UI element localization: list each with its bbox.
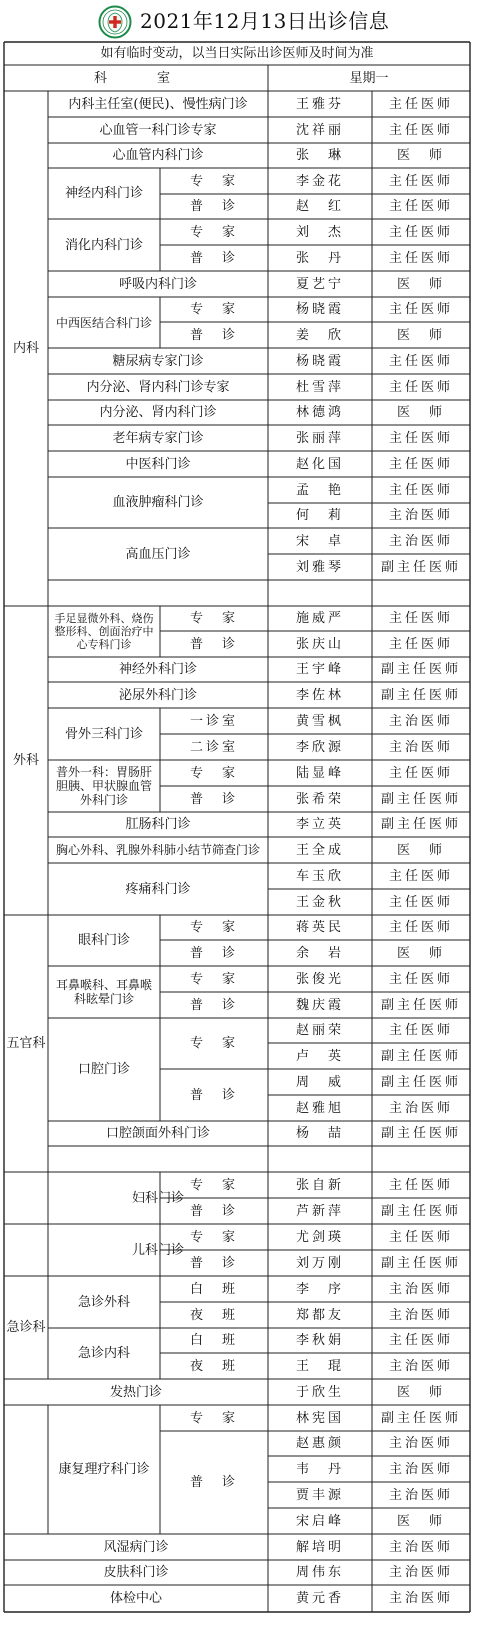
clinic-name: 中医科门诊 bbox=[125, 456, 191, 472]
clinic-subtype: 二诊室 bbox=[189, 739, 238, 755]
doctor-name: 李秋娟 bbox=[295, 1333, 344, 1348]
clinic-name: 胸心外科、乳腺外科肺小结节筛查门诊 bbox=[55, 843, 260, 857]
page-title: 2021年12月13日出诊信息 bbox=[140, 9, 390, 33]
clinic-name: 口腔颌面外科门诊 bbox=[105, 1126, 210, 1141]
doctor-title: 主治医师 bbox=[388, 1281, 453, 1297]
clinic-subtype: 普 诊 bbox=[189, 791, 238, 807]
doctor-name: 李佐林 bbox=[295, 687, 344, 703]
clinic-name: 糖尿病专家门诊 bbox=[112, 353, 204, 369]
clinic-name: 骨外三科门诊 bbox=[64, 726, 143, 742]
doctor-name: 赵惠颜 bbox=[295, 1436, 344, 1451]
clinic-name: 神经外科门诊 bbox=[118, 662, 197, 677]
doctor-title: 主治医师 bbox=[388, 1539, 453, 1555]
doctor-name: 卢 英 bbox=[295, 1048, 344, 1064]
clinic-name: 发热门诊 bbox=[109, 1384, 162, 1400]
doctor-title: 副主任医师 bbox=[380, 687, 461, 703]
clinic-subtype: 专 家 bbox=[189, 611, 238, 626]
doctor-name: 杨 喆 bbox=[295, 1126, 344, 1141]
doctor-title: 副主任医师 bbox=[380, 1048, 461, 1064]
doctor-name: 尤剑瑛 bbox=[295, 1229, 344, 1245]
clinic-name: 神经内科门诊 bbox=[64, 186, 143, 201]
clinic-name: 体检中心 bbox=[109, 1591, 162, 1606]
doctor-title: 主治医师 bbox=[388, 1591, 453, 1606]
doctor-name: 宋启峰 bbox=[295, 1513, 344, 1529]
doctor-title: 主任医师 bbox=[388, 1023, 453, 1038]
doctor-name: 余 岩 bbox=[295, 945, 344, 961]
clinic-subtype: 普 诊 bbox=[189, 1087, 238, 1103]
department-group bbox=[4, 1224, 48, 1276]
doctor-name: 魏庆霞 bbox=[295, 997, 344, 1013]
clinic-subtype: 普 诊 bbox=[189, 1475, 238, 1490]
doctor-name: 孟 艳 bbox=[295, 482, 344, 498]
doctor-title: 主任医师 bbox=[388, 1333, 453, 1348]
department-group: 外科 bbox=[12, 753, 39, 768]
doctor-title: 医 师 bbox=[396, 148, 445, 163]
doctor-title: 副主任医师 bbox=[380, 1255, 461, 1271]
clinic-subtype: 普 诊 bbox=[189, 997, 238, 1013]
doctor-title: 主任医师 bbox=[388, 1177, 453, 1193]
clinic-subtype: 专 家 bbox=[189, 1410, 238, 1426]
doctor-name: 林宪国 bbox=[295, 1410, 344, 1426]
doctor-name: 夏艺宁 bbox=[295, 276, 344, 292]
doctor-title: 副主任医师 bbox=[380, 1203, 461, 1219]
clinic-subtype: 专 家 bbox=[189, 1229, 238, 1245]
doctor-title: 主任医师 bbox=[388, 971, 453, 987]
doctor-name: 刘雅琴 bbox=[295, 559, 344, 575]
doctor-name: 张 琳 bbox=[295, 148, 344, 163]
doctor-name: 沈祥丽 bbox=[295, 122, 344, 138]
doctor-title: 副主任医师 bbox=[380, 559, 461, 575]
clinic-name: 心血管内科门诊 bbox=[112, 148, 204, 163]
doctor-title: 主治医师 bbox=[388, 508, 453, 523]
clinic-subtype: 普 诊 bbox=[189, 1203, 238, 1219]
doctor-name: 张丽萍 bbox=[295, 430, 344, 446]
doctor-name: 王宇峰 bbox=[295, 662, 344, 677]
doctor-title: 主治医师 bbox=[388, 1358, 453, 1374]
clinic-name: 内分泌、肾内科门诊专家 bbox=[86, 379, 230, 395]
clinic-subtype: 专 家 bbox=[189, 1036, 238, 1051]
clinic-subtype: 专 家 bbox=[189, 765, 238, 781]
doctor-title: 主治医师 bbox=[388, 1436, 453, 1451]
clinic-subtype: 普 诊 bbox=[189, 1255, 238, 1271]
clinic-name: 耳鼻喉科、耳鼻喉科眩晕门诊 bbox=[55, 978, 152, 1006]
doctor-name: 何 莉 bbox=[295, 508, 344, 523]
doctor-name: 杨晓霞 bbox=[295, 302, 344, 317]
doctor-title: 主任医师 bbox=[388, 894, 453, 910]
doctor-title: 主任医师 bbox=[388, 1229, 453, 1245]
doctor-name: 赵 红 bbox=[295, 199, 344, 214]
doctor-name: 赵化国 bbox=[295, 456, 344, 472]
doctor-title: 医 师 bbox=[396, 327, 445, 343]
doctor-title: 主治医师 bbox=[388, 1565, 453, 1580]
doctor-name: 黄雪枫 bbox=[295, 713, 344, 729]
doctor-name: 于欣生 bbox=[295, 1384, 344, 1400]
clinic-name: 皮肤科门诊 bbox=[103, 1565, 169, 1580]
doctor-name: 施威严 bbox=[295, 611, 344, 626]
clinic-subtype: 普 诊 bbox=[189, 250, 238, 266]
doctor-name: 王雅芬 bbox=[295, 96, 344, 112]
doctor-name: 周伟东 bbox=[295, 1565, 344, 1580]
doctor-title: 主任医师 bbox=[388, 482, 453, 498]
doctor-name: 周 威 bbox=[295, 1074, 344, 1090]
clinic-name: 心血管一科门诊专家 bbox=[99, 122, 217, 138]
doctor-title: 主任医师 bbox=[388, 611, 453, 626]
doctor-name: 韦 丹 bbox=[295, 1461, 344, 1477]
clinic-subtype: 专 家 bbox=[189, 173, 238, 189]
doctor-title: 副主任医师 bbox=[380, 817, 461, 832]
doctor-name bbox=[268, 1146, 372, 1172]
doctor-name: 刘 杰 bbox=[295, 224, 344, 240]
clinic-subtype: 普 诊 bbox=[189, 327, 238, 343]
doctor-title: 主任医师 bbox=[388, 250, 453, 266]
clinic-subtype: 普 诊 bbox=[189, 636, 238, 652]
clinic-subtype: 专 家 bbox=[189, 302, 238, 317]
department-column-header: 科 室 bbox=[93, 70, 178, 86]
doctor-name: 黄元香 bbox=[295, 1591, 344, 1606]
clinic-name: 呼吸内科门诊 bbox=[118, 276, 197, 292]
clinic-subtype: 专 家 bbox=[189, 971, 238, 987]
clinic-name: 普外一科：胃肠肝胆胰、甲状腺血管外科门诊 bbox=[55, 765, 152, 807]
doctor-title: 副主任医师 bbox=[380, 997, 461, 1013]
doctor-name: 蒋英民 bbox=[295, 920, 344, 935]
doctor-title: 主任医师 bbox=[388, 868, 453, 884]
doctor-name: 杜雪萍 bbox=[295, 379, 344, 395]
clinic-name: 肛肠科门诊 bbox=[125, 817, 191, 832]
doctor-title: 主任医师 bbox=[388, 379, 453, 395]
department-group: 五官科 bbox=[6, 1036, 46, 1051]
clinic-name: 疼痛科门诊 bbox=[125, 881, 191, 897]
clinic-name: 内科主任室(便民)、慢性病门诊 bbox=[68, 96, 248, 112]
department-group bbox=[4, 1405, 48, 1534]
doctor-name: 张庆山 bbox=[295, 636, 344, 652]
department-group: 内科 bbox=[12, 341, 39, 356]
clinic-subtype: 夜 班 bbox=[189, 1307, 238, 1323]
doctor-title: 主任医师 bbox=[388, 224, 453, 240]
notice-text: 如有临时变动，以当日实际出诊医师及时间为准 bbox=[100, 46, 374, 61]
doctor-name: 贾丰源 bbox=[295, 1487, 344, 1503]
doctor-title: 主治医师 bbox=[388, 1307, 453, 1323]
doctor-title: 主治医师 bbox=[388, 713, 453, 729]
doctor-title: 主治医师 bbox=[388, 533, 453, 549]
clinic-name: 口腔门诊 bbox=[77, 1062, 130, 1077]
doctor-name bbox=[268, 580, 372, 606]
doctor-title: 副主任医师 bbox=[380, 1410, 461, 1426]
doctor-title: 主任医师 bbox=[388, 456, 453, 472]
clinic-name: 中西医结合科门诊 bbox=[55, 315, 152, 330]
doctor-title: 医 师 bbox=[396, 405, 445, 420]
doctor-title bbox=[372, 1146, 470, 1172]
doctor-name: 姜 欣 bbox=[295, 327, 344, 343]
doctor-title: 主治医师 bbox=[388, 1100, 453, 1116]
doctor-title bbox=[372, 580, 470, 606]
doctor-title: 副主任医师 bbox=[380, 1074, 461, 1090]
doctor-name: 李欣源 bbox=[295, 739, 344, 755]
doctor-title: 医 师 bbox=[396, 1513, 445, 1529]
doctor-name: 张俊光 bbox=[295, 971, 344, 987]
clinic-subtype: 一诊室 bbox=[189, 713, 238, 729]
clinic-subtype: 专 家 bbox=[189, 224, 238, 240]
clinic-subtype: 普 诊 bbox=[189, 199, 238, 214]
clinic-name: 风湿病门诊 bbox=[103, 1539, 169, 1555]
doctor-title: 主任医师 bbox=[388, 173, 453, 189]
doctor-name: 宋 卓 bbox=[295, 533, 344, 549]
clinic-subtype: 白 班 bbox=[189, 1281, 238, 1297]
doctor-name: 王全成 bbox=[295, 842, 344, 858]
doctor-title: 主治医师 bbox=[388, 739, 453, 755]
doctor-title: 副主任医师 bbox=[380, 662, 461, 677]
doctor-title: 副主任医师 bbox=[380, 791, 461, 807]
doctor-name: 王 琨 bbox=[295, 1358, 344, 1374]
doctor-name: 李 序 bbox=[295, 1281, 344, 1297]
doctor-title: 医 师 bbox=[396, 1384, 445, 1400]
clinic-name: 儿科门诊 bbox=[131, 1242, 184, 1258]
clinic-name: 内分泌、肾内科门诊 bbox=[99, 405, 217, 420]
doctor-name: 李立英 bbox=[295, 817, 344, 832]
doctor-title: 医 师 bbox=[396, 945, 445, 961]
day-column-header: 星期一 bbox=[349, 70, 389, 86]
doctor-name: 张 丹 bbox=[295, 250, 344, 266]
doctor-title: 主治医师 bbox=[388, 1487, 453, 1503]
clinic-name: 高血压门诊 bbox=[125, 546, 191, 562]
clinic-name bbox=[48, 580, 268, 606]
clinic-name: 眼科门诊 bbox=[77, 933, 130, 948]
doctor-name: 郑都友 bbox=[295, 1307, 344, 1323]
doctor-name: 杨晓霞 bbox=[295, 353, 344, 369]
doctor-name: 张自新 bbox=[295, 1177, 344, 1193]
clinic-name: 血液肿瘤科门诊 bbox=[112, 495, 204, 510]
doctor-name: 刘万刚 bbox=[295, 1255, 344, 1271]
clinic-name: 康复理疗科门诊 bbox=[58, 1462, 150, 1477]
doctor-title: 副主任医师 bbox=[380, 1126, 461, 1141]
doctor-title: 主任医师 bbox=[388, 636, 453, 652]
doctor-name: 林德鸿 bbox=[295, 405, 344, 420]
clinic-subtype: 夜 班 bbox=[189, 1358, 238, 1374]
doctor-title: 医 师 bbox=[396, 842, 445, 858]
clinic-subtype: 专 家 bbox=[189, 1177, 238, 1193]
doctor-name: 解培明 bbox=[295, 1539, 344, 1555]
clinic-subtype: 普 诊 bbox=[189, 945, 238, 961]
clinic-name bbox=[48, 1146, 268, 1172]
doctor-title: 主任医师 bbox=[388, 302, 453, 317]
doctor-name: 赵雅旭 bbox=[295, 1100, 344, 1116]
clinic-subtype: 白 班 bbox=[189, 1333, 238, 1348]
doctor-title: 主任医师 bbox=[388, 765, 453, 781]
doctor-title: 主治医师 bbox=[388, 1461, 453, 1477]
clinic-name: 老年病专家门诊 bbox=[112, 430, 204, 446]
clinic-name: 手足显微外科、烧伤整形科、创面治疗中心专科门诊 bbox=[54, 612, 154, 651]
doctor-title: 主任医师 bbox=[388, 430, 453, 446]
doctor-name: 赵丽荣 bbox=[295, 1023, 344, 1038]
clinic-name: 急诊外科 bbox=[77, 1294, 130, 1310]
doctor-name: 车玉欣 bbox=[295, 868, 344, 884]
doctor-name: 芦新萍 bbox=[295, 1203, 344, 1219]
clinic-subtype: 专 家 bbox=[189, 920, 238, 935]
doctor-title: 主任医师 bbox=[388, 199, 453, 214]
clinic-name: 消化内科门诊 bbox=[64, 237, 143, 253]
doctor-name: 陆显峰 bbox=[295, 765, 344, 781]
doctor-name: 张希荣 bbox=[295, 791, 344, 807]
clinic-name: 妇科门诊 bbox=[131, 1190, 184, 1206]
clinic-name: 急诊内科 bbox=[77, 1346, 130, 1361]
doctor-name: 王金秋 bbox=[295, 894, 344, 910]
department-group: 急诊科 bbox=[6, 1320, 46, 1335]
doctor-title: 医 师 bbox=[396, 276, 445, 292]
doctor-title: 主任医师 bbox=[388, 96, 453, 112]
doctor-title: 主任医师 bbox=[388, 920, 453, 935]
department-group bbox=[4, 1172, 48, 1224]
clinic-name: 泌尿外科门诊 bbox=[118, 687, 197, 703]
doctor-title: 主任医师 bbox=[388, 122, 453, 138]
doctor-name: 李金花 bbox=[295, 173, 344, 189]
doctor-title: 主任医师 bbox=[388, 353, 453, 369]
